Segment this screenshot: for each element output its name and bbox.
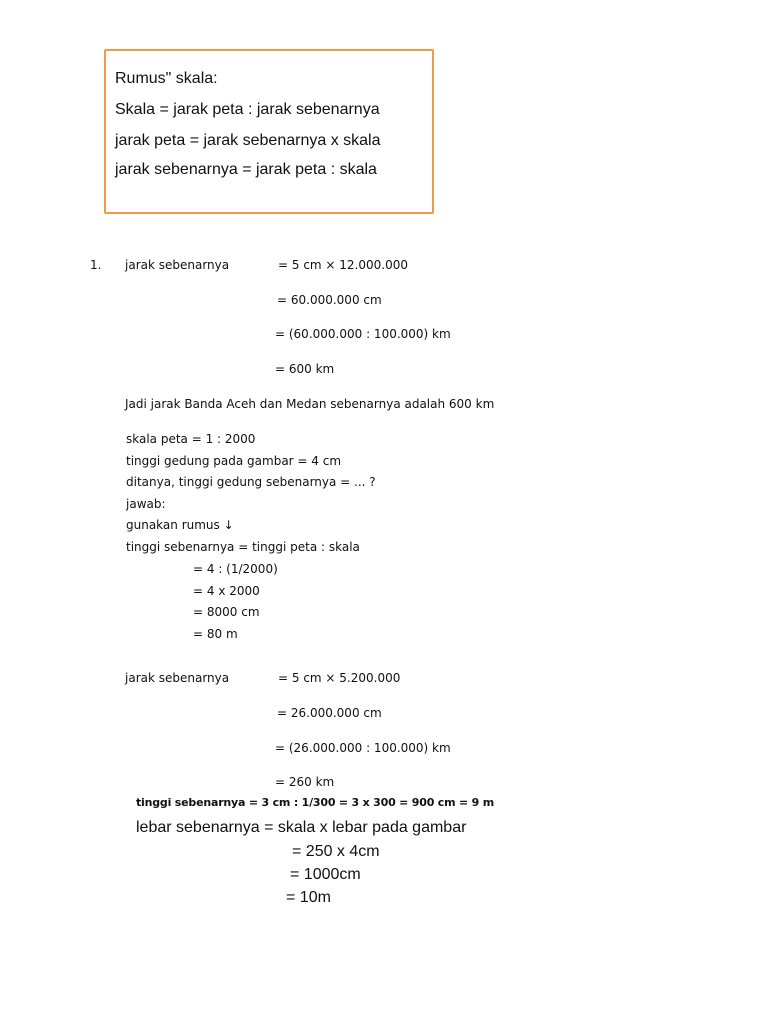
problem2-line: skala peta = 1 : 2000	[126, 432, 256, 446]
problem5-step: = 1000cm	[290, 866, 361, 883]
problem2-step: = 80 m	[193, 627, 238, 641]
problem2-line: ditanya, tinggi gedung sebenarnya = ... ?	[126, 475, 376, 489]
problem2-line: gunakan rumus ↓	[126, 518, 234, 532]
problem2-step: = 4 : (1/2000)	[193, 562, 278, 576]
problem1-number: 1.	[90, 258, 102, 272]
problem5-step: = 10m	[286, 889, 331, 906]
problem3-step: = 5 cm × 5.200.000	[278, 671, 401, 685]
problem1-step: = 600 km	[275, 362, 335, 376]
problem2-line: tinggi sebenarnya = tinggi peta : skala	[126, 540, 360, 554]
problem3-step: = (26.000.000 : 100.000) km	[275, 741, 451, 755]
problem4-line: tinggi sebenarnya = 3 cm : 1/300 = 3 x 300 = 900 cm = 9 m	[136, 796, 495, 809]
problem5-step: = 250 x 4cm	[292, 843, 380, 860]
problem3-label: jarak sebenarnya	[125, 671, 230, 685]
problem1-step: = 60.000.000 cm	[277, 293, 382, 307]
problem1-conclusion: Jadi jarak Banda Aceh dan Medan sebenarnya adalah 600 km	[125, 397, 495, 411]
problem5-line: lebar sebenarnya = skala x lebar pada gambar	[136, 819, 467, 836]
problem2-line: tinggi gedung pada gambar = 4 cm	[126, 454, 342, 468]
problem2-line: jawab:	[126, 497, 166, 511]
formula-line-scale: Skala = jarak peta : jarak sebenarnya	[115, 101, 380, 118]
problem2-step: = 8000 cm	[193, 605, 260, 619]
problem1-step: = (60.000.000 : 100.000) km	[275, 327, 451, 341]
problem2-step: = 4 x 2000	[193, 584, 260, 598]
problem3-step: = 26.000.000 cm	[277, 706, 382, 720]
formula-title: Rumus" skala:	[115, 70, 218, 87]
problem3-step: = 260 km	[275, 775, 335, 789]
problem1-step: = 5 cm × 12.000.000	[278, 258, 408, 272]
formula-line-real-distance: jarak sebenarnya = jarak peta : skala	[115, 161, 377, 178]
problem1-label: jarak sebenarnya	[125, 258, 230, 272]
formula-line-map-distance: jarak peta = jarak sebenarnya x skala	[115, 132, 381, 149]
